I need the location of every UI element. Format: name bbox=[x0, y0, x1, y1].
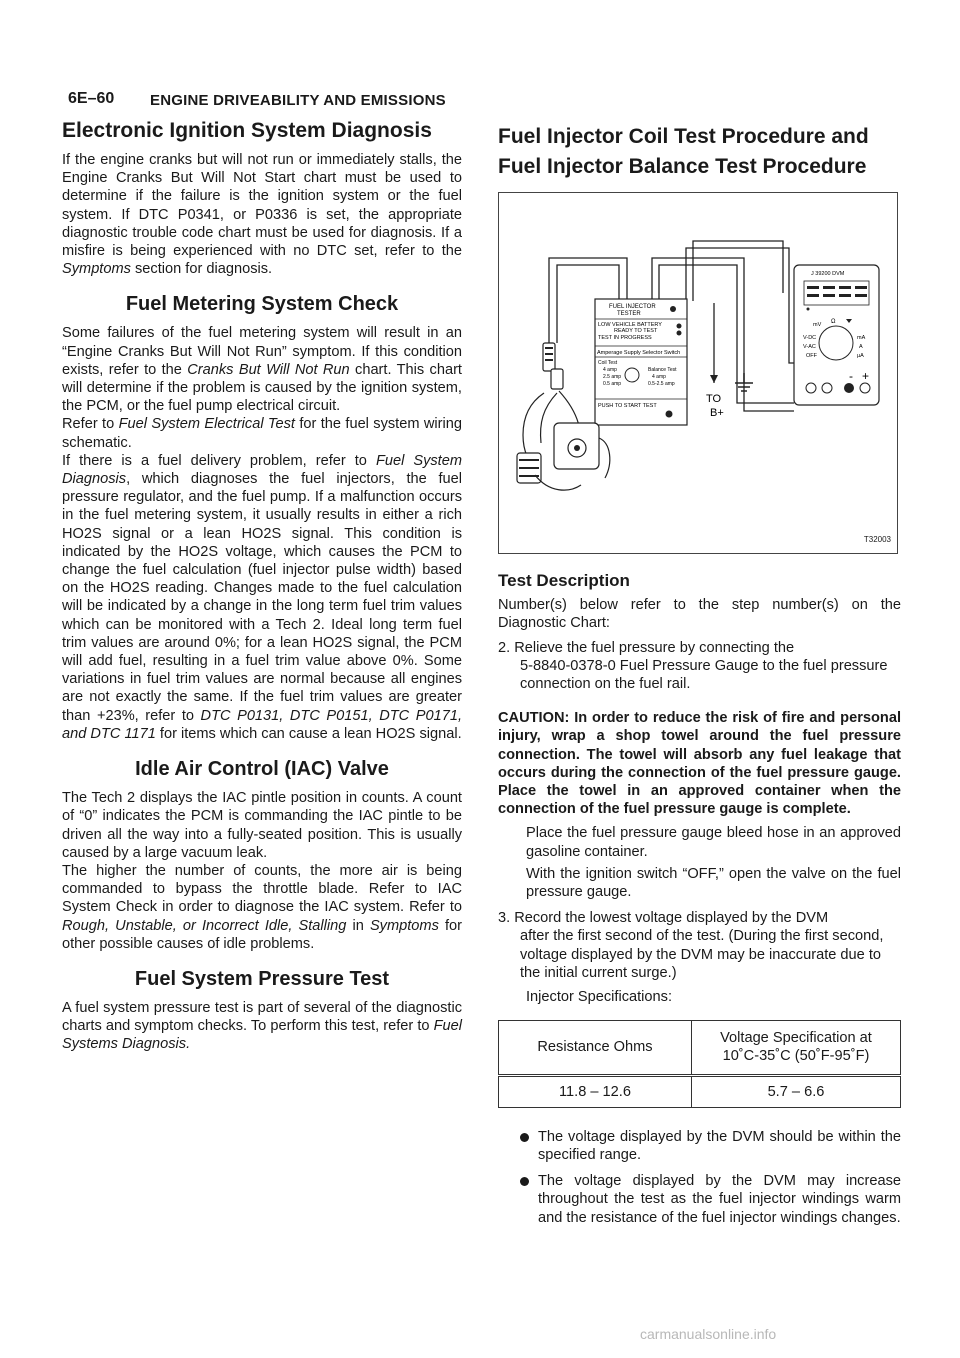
step-3: 3. Record the lowest voltage displayed by the DVM after the first second of the test. (During the first second, voltage displayed by the DVM may be inaccurate due to the initial current surge.) bbox=[498, 910, 884, 981]
svg-text:A: A bbox=[859, 344, 863, 350]
svg-text:+: + bbox=[862, 369, 870, 383]
watermark: carmanualsonline.info bbox=[640, 1326, 777, 1342]
table-header-resistance: Resistance Ohms bbox=[499, 1021, 692, 1075]
table-cell-resistance: 11.8 – 12.6 bbox=[499, 1075, 692, 1107]
paragraph-fuel-metering-2: Refer to Fuel System Electrical Test for the fuel system wiring schematic. bbox=[62, 416, 462, 451]
table-header-voltage: Voltage Specification at 10˚C-35˚C (50˚F-95˚F) bbox=[691, 1021, 900, 1075]
injector-specs-label: Injector Specifications: bbox=[526, 989, 673, 1006]
paragraph-fuel-metering-1: Some failures of the fuel metering system will result in an “Engine Cranks But Will Not Run” symptom. If this condition exists, refer to the Cranks But Will Not Run chart. This chart will determine if the problem is caused by the ignition system, the PCM, or the fuel pump electrical circuit. bbox=[62, 325, 462, 415]
svg-text:2.5 amp: 2.5 amp bbox=[603, 374, 622, 380]
svg-text:µA: µA bbox=[857, 353, 864, 359]
svg-text:V-DC: V-DC bbox=[803, 335, 817, 341]
svg-text:0.5-2.5 amp: 0.5-2.5 amp bbox=[648, 381, 675, 387]
wiring-diagram bbox=[499, 193, 897, 553]
bullet-icon bbox=[520, 1177, 529, 1186]
paragraph-iac-1: The Tech 2 displays the IAC pintle position in counts. A count of “0” indicates the PCM is commanding the IAC pintle to be driven all the way into a fully-seated position. This is usually caused by a large vacuum leak. bbox=[62, 790, 462, 861]
table-header-row bbox=[499, 1021, 901, 1075]
section-title-iac: Idle Air Control (IAC) Valve bbox=[135, 758, 389, 781]
svg-text:J 39200 DVM: J 39200 DVM bbox=[811, 271, 845, 277]
table-cell-voltage: 5.7 – 6.6 bbox=[691, 1075, 900, 1107]
section-title-ignition: Electronic Ignition System Diagnosis bbox=[62, 119, 432, 142]
injector-tester-figure bbox=[498, 192, 898, 554]
svg-text:0.5 amp: 0.5 amp bbox=[603, 381, 622, 387]
paragraph-fuel-metering-3: If there is a fuel delivery problem, refer to Fuel System Diagnosis, which diagnoses the fuel injectors, the fuel pressure regulator, and the fuel pump. If a malfunction occurs in the fuel metering system, it usually results in either a rich HO2S signal or a lean HO2S signal. This condition is indicated by the HO2S voltage, which causes the PCM to change the fuel calculation (fuel injector pulse width) based on the HO2S reading. Changes made to the fuel calculation will be indicated by a change in the long term fuel trim values which can be monitored with a Tech 2. Ideal long term fuel trim values are around 0%; for a lean HO2S signal, the PCM will add fuel, resulting in a fuel trim value above 0%. Some variations in fuel trim values are normal because all engines are not exactly the same. If the fuel trim values are greater than +23%, refer to DTC P0131, DTC P0151, DTC P0171, and DTC 1171 for items which can cause a lean HO2S signal. bbox=[62, 452, 462, 742]
section-title-pressure-test: Fuel System Pressure Test bbox=[134, 967, 390, 990]
svg-text:TESTER: TESTER bbox=[617, 311, 641, 317]
page-header bbox=[0, 0, 960, 110]
paragraph-iac-2: The higher the number of counts, the more air is being commanded to bypass the throttle blade. Refer to IAC System Check in order to diagnose the IAC system. Refer to Rough, Unstable, or Incorrect Idle, Stalling in Symptoms for other possible causes of idle problems. bbox=[62, 862, 462, 952]
test-description-intro: Number(s) below refer to the step number(s) on the Diagnostic Chart: bbox=[498, 597, 901, 632]
section-title-fuel-metering: Fuel Metering System Check bbox=[125, 293, 399, 316]
svg-text:PUSH TO START TEST: PUSH TO START TEST bbox=[598, 403, 657, 409]
bullet-item-2: The voltage displayed by the DVM may increase throughout the test as the fuel injector windings warm and the resistance of the fuel injector windings changes. bbox=[498, 1172, 901, 1227]
svg-text:FUEL INJECTOR: FUEL INJECTOR bbox=[609, 304, 656, 310]
svg-text:4 amp: 4 amp bbox=[603, 367, 617, 373]
svg-text:mV: mV bbox=[813, 322, 822, 328]
paragraph-pressure-test: A fuel system pressure test is part of several of the diagnostic charts and symptom checks. To perform this test, refer to Fuel Systems Diagnosis. bbox=[62, 999, 462, 1053]
svg-text:TEST IN PROGRESS: TEST IN PROGRESS bbox=[598, 335, 652, 341]
injector-specs-table bbox=[498, 1020, 901, 1108]
paragraph-ignition: If the engine cranks but will not run or immediately stalls, the Engine Cranks But Will Not Start chart must be used to determine if the failure is the ignition system or the fuel system. If DTC P0341, or P0336 is set, the appropriate diagnostic trouble code chart must be used for diagnosis. If a misfire is being experienced with no DTC set, refer to the Symptoms section for diagnosis. bbox=[62, 152, 462, 278]
bplus-label: B+ bbox=[710, 407, 724, 419]
svg-text:V-AC: V-AC bbox=[803, 344, 816, 350]
figure-id: T32003 bbox=[863, 534, 891, 544]
instruction-ignition-off: With the ignition switch “OFF,” open the valve on the fuel pressure gauge. bbox=[526, 865, 901, 901]
svg-text:Balance Test: Balance Test bbox=[648, 367, 677, 373]
instruction-bleed-hose: Place the fuel pressure gauge bleed hose in an approved gasoline container. bbox=[526, 825, 901, 860]
svg-text:4 amp: 4 amp bbox=[652, 374, 666, 380]
svg-text:READY TO TEST: READY TO TEST bbox=[614, 328, 658, 334]
page-number: 6E–60 bbox=[68, 90, 115, 107]
bullet-item-1: The voltage displayed by the DVM should be within the specified range. bbox=[498, 1128, 901, 1164]
svg-text:LOW VEHICLE BATTERY: LOW VEHICLE BATTERY bbox=[598, 322, 662, 328]
svg-text:OFF: OFF bbox=[806, 353, 817, 359]
to-label: TO bbox=[706, 393, 722, 405]
right-column bbox=[498, 118, 901, 1235]
svg-text:mA: mA bbox=[857, 335, 866, 341]
running-title: ENGINE DRIVEABILITY AND EMISSIONS bbox=[150, 92, 446, 109]
svg-text:-: - bbox=[849, 369, 853, 383]
left-column bbox=[62, 118, 462, 1054]
section-title-injector-tests: Fuel Injector Coil Test Procedure and Fuel Injector Balance Test Procedure bbox=[498, 125, 869, 178]
test-description-title: Test Description bbox=[498, 571, 630, 590]
step-2: 2. Relieve the fuel pressure by connecting the 5-8840-0378-0 Fuel Pressure Gauge to the fuel pressure connection on the fuel rail. bbox=[498, 639, 888, 693]
table-row bbox=[499, 1075, 901, 1107]
bullet-icon bbox=[520, 1133, 529, 1142]
svg-text:Amperage Supply Selector Switc: Amperage Supply Selector Switch bbox=[597, 350, 681, 356]
svg-text:Ω: Ω bbox=[831, 319, 836, 325]
svg-text:Coil Test: Coil Test bbox=[598, 360, 618, 366]
caution-text: CAUTION: In order to reduce the risk of fire and personal injury, wrap a shop towel around the fuel pressure connection. The towel will absorb any fuel leakage that occurs during the connection of the fuel pressure gauge. Place the towel in an approved container when the connection of the fuel pressure gauge is complete. bbox=[498, 710, 901, 818]
